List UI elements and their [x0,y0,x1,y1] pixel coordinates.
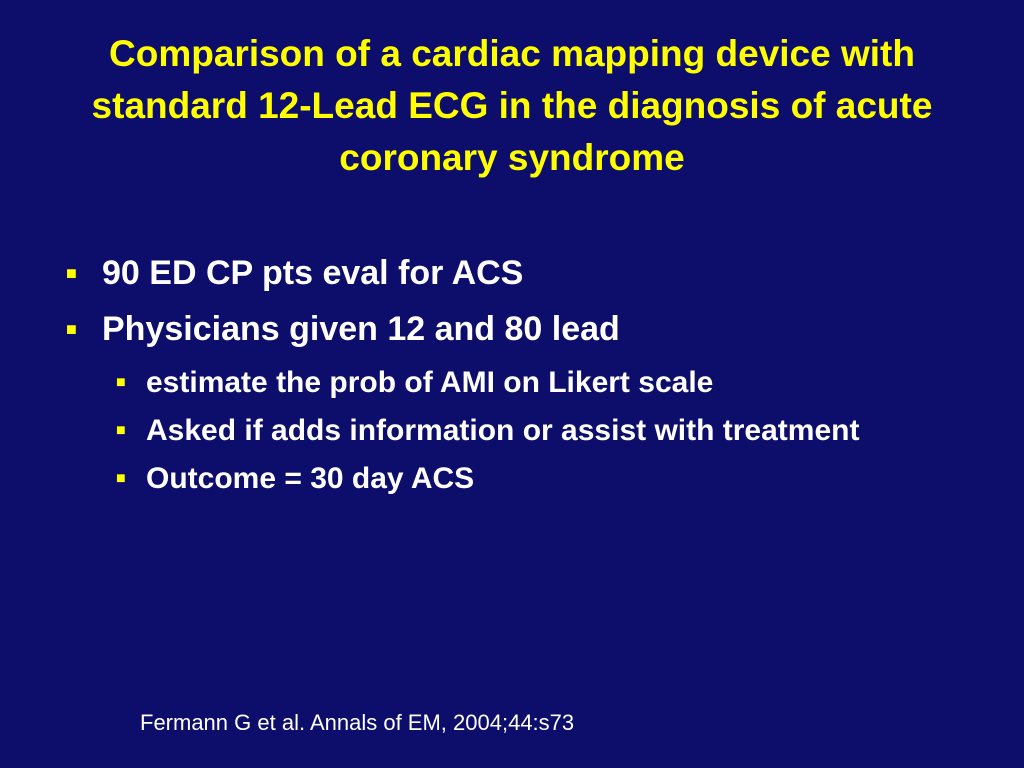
slide-title: Comparison of a cardiac mapping device with standard 12-Lead ECG in the diagnosis of acute coronary syndrome [91,33,933,178]
bullet-text: Physicians given 12 and 80 lead [102,310,620,348]
square-bullet-icon: ■ [116,374,126,391]
square-bullet-icon: ■ [116,422,126,439]
bullet-item [64,306,964,352]
sub-bullet-text: Outcome = 30 day ACS [146,462,475,495]
square-bullet-icon: ■ [66,263,77,283]
sub-bullet-item [64,410,964,452]
sub-bullet-item [64,362,964,404]
sub-bullet-text: estimate the prob of AMI on Likert scale [146,366,714,399]
sub-bullet-item [64,458,964,500]
bullet-item [64,250,964,296]
citation: Fermann G et al. Annals of EM, 2004;44:s73 [140,710,575,735]
square-bullet-icon: ■ [66,319,77,339]
square-bullet-icon: ■ [116,470,126,487]
bullet-list [64,250,964,506]
sub-bullet-group [64,362,964,500]
sub-bullet-text: Asked if adds information or assist with treatment [146,414,860,447]
sub-bullet-list [64,362,964,500]
bullet-text: 90 ED CP pts eval for ACS [102,254,524,292]
